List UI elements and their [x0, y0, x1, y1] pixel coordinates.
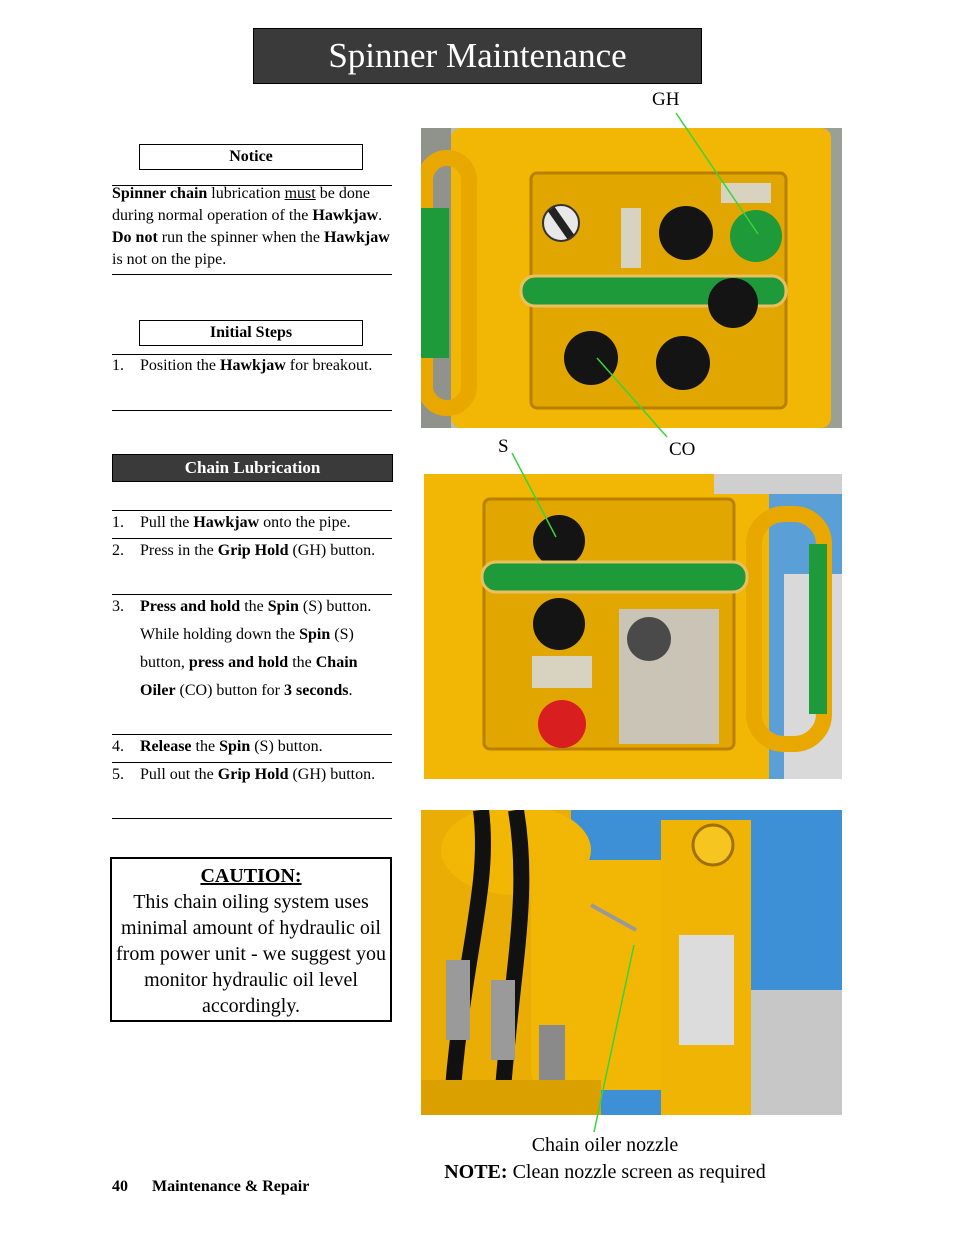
section-name: Maintenance & Repair [152, 1178, 310, 1195]
lube-step-4: 4. Release the Spin (S) button. [112, 738, 323, 755]
leader-line-co [597, 358, 667, 437]
leader-line-gh [676, 113, 758, 234]
initial-step-1: 1. Position the Hawkjaw for breakout. [112, 357, 373, 374]
caution-body: This chain oiling system uses minimal amount of hydraulic oil from power unit - we suggest you monitor hydraulic oil level accordingly. [116, 891, 386, 1017]
lube-step-3: 3. Press and hold the Spin (S) button. While holding down the Spin (S) button, press and hold the Chain Oiler (CO) button for 3 seconds. [112, 598, 372, 699]
caption-line-1: Chain oiler nozzle [531, 1134, 679, 1156]
lube-step-5: 5. Pull out the Grip Hold (GH) button. [112, 766, 376, 783]
caution-heading: CAUTION: [200, 865, 302, 887]
leader-line-nozzle [594, 945, 634, 1132]
page-number: 40 [112, 1178, 128, 1195]
footer [112, 1178, 309, 1196]
caption-note: NOTE: Clean nozzle screen as required [444, 1161, 766, 1183]
initial-steps-heading: Initial Steps [139, 320, 363, 346]
lube-step-1: 1. Pull the Hawkjaw onto the pipe. [112, 514, 351, 531]
leader-line-s [512, 453, 556, 537]
label-co: CO [669, 439, 696, 460]
label-s: S [498, 436, 509, 457]
page-title: Spinner Maintenance [253, 28, 702, 84]
chain-lubrication-heading: Chain Lubrication [112, 454, 393, 482]
notice-heading: Notice [139, 144, 363, 170]
photo-caption [420, 1132, 790, 1186]
label-gh: GH [652, 89, 680, 110]
notice-text: Spinner chain lubrication must be done during normal operation of the Hawkjaw. Do not run the spinner when the Hawkjaw is not on the pipe. [112, 185, 390, 268]
lube-step-2: 2. Press in the Grip Hold (GH) button. [112, 542, 376, 559]
